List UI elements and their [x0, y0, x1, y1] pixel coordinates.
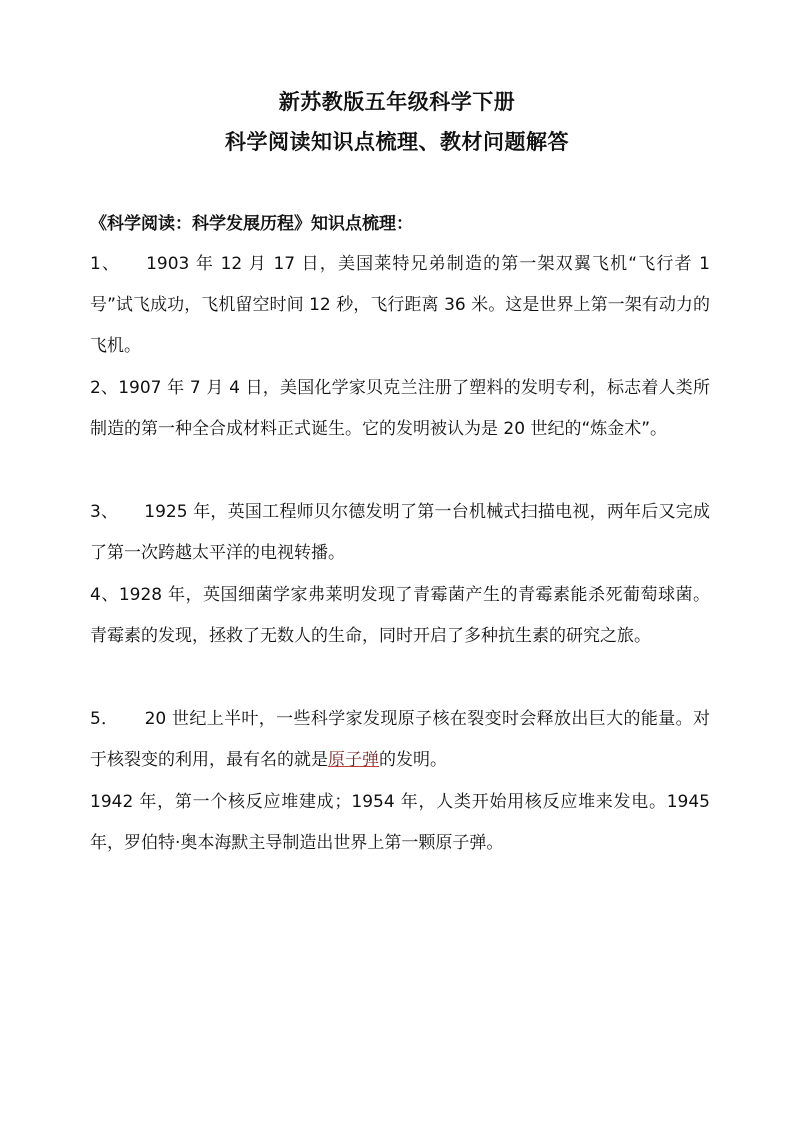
paragraph-item-2: [90, 368, 710, 450]
highlighted-term: 原子弹: [328, 750, 379, 770]
paragraph-item-5: [90, 699, 710, 781]
paragraph-text: 4、1928 年，英国细菌学家弗莱明发现了青霉菌产生的青霉素能杀死葡萄球菌。青霉素的发现，拯救了无数人的生命，同时开启了多种抗生素的研究之旅。: [90, 585, 710, 646]
paragraph-item-3: [90, 492, 710, 574]
paragraph-text: 2、1907 年 7 月 4 日，美国化学家贝克兰注册了塑料的发明专利，标志着人类所制造的第一种全合成材料正式诞生。它的发明被认为是 20 世纪的“炼金术”。: [90, 378, 710, 439]
document-title-line2: 科学阅读知识点梳理、教材问题解答: [225, 130, 569, 154]
paragraph-text: 20 世纪上半叶，一些科学家发现原子核在裂变时会释放出巨大的能量。对于核裂变的利用，最有名的就是: [90, 709, 710, 770]
paragraph-text: 1903 年 12 月 17 日，美国莱特兄弟制造的第一架双翼飞机“飞行者 1 号”试飞成功，飞机留空时间 12 秒，飞行距离 36 米。这是世界上第一架有动力的飞机。: [90, 254, 710, 356]
paragraph-text: 1942 年，第一个核反应堆建成；1954 年，人类开始用核反应堆来发电。1945 年，罗伯特·奥本海默主导制造出世界上第一颗原子弹。: [90, 792, 710, 853]
paragraph-item-6: [90, 782, 710, 864]
item-number: 5．: [90, 709, 119, 729]
item-number: 1、: [90, 254, 121, 274]
paragraph-text: 的发明。: [379, 750, 447, 770]
item-number: 3、: [90, 502, 119, 522]
paragraph-item-4: [90, 575, 710, 657]
section-heading: 《科学阅读：科学发展历程》知识点梳理：: [90, 214, 413, 234]
document-title-line1: 新苏教版五年级科学下册: [278, 90, 516, 114]
paragraph-text: 1925 年，英国工程师贝尔德发明了第一台机械式扫描电视，两年后又完成了第一次跨越太平洋的电视转播。: [90, 502, 710, 563]
paragraph-item-1: [90, 244, 710, 367]
